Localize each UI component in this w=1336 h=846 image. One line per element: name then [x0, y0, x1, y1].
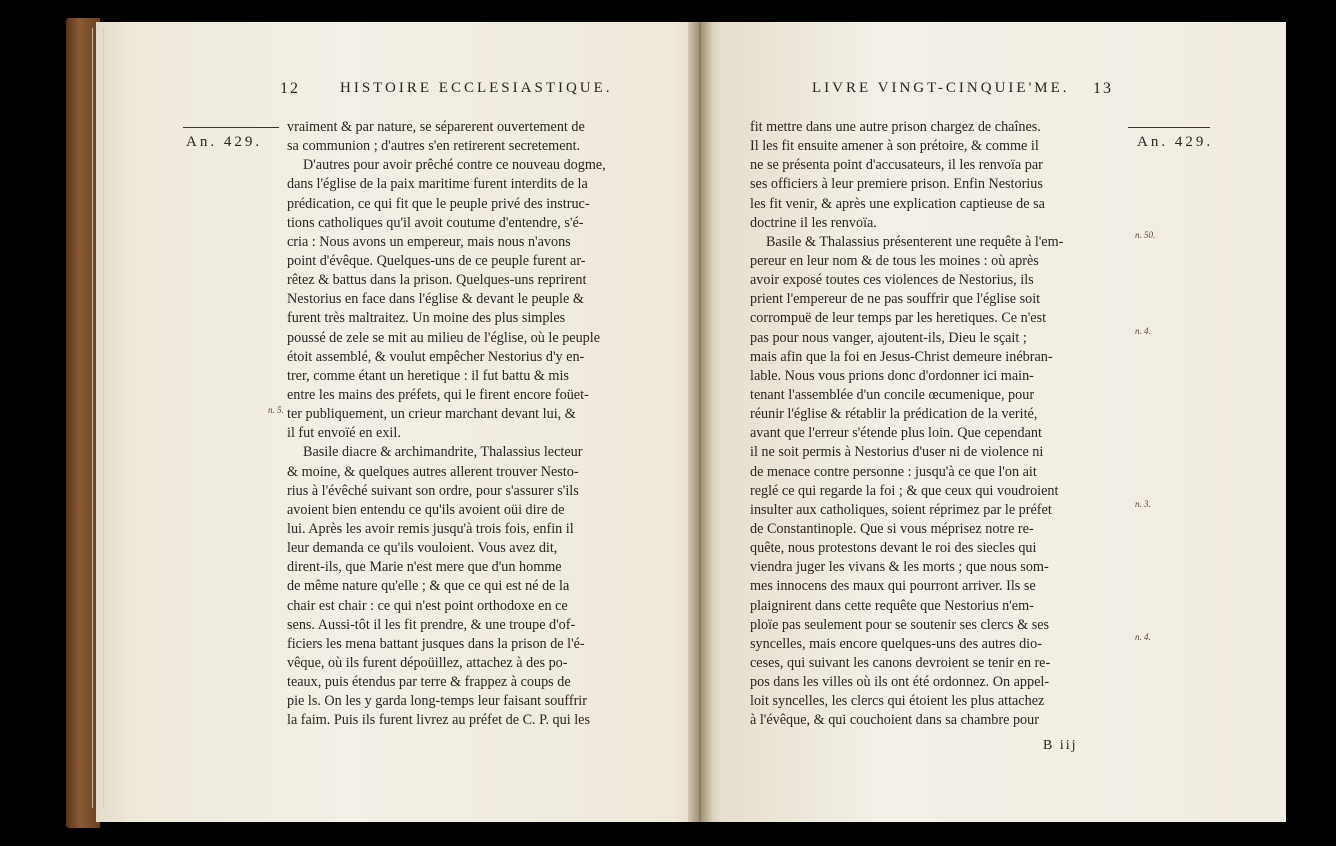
text-line: ploïe pas seulement pour se soutenir ses clercs & ses	[750, 616, 1050, 633]
text-line: chair est chair : ce qui n'est point orthodoxe en ce	[287, 597, 568, 614]
text-line: avoir exposé toutes ces violences de Nestorius, ils	[750, 272, 1034, 289]
right-page-number: 13	[1093, 80, 1113, 97]
text-line: entre les mains des préfets, qui le firent encore foüet-	[287, 386, 589, 403]
text-line: leur demanda ce qu'ils vouloient. Vous avez dit,	[287, 540, 558, 557]
text-line: ses officiers à leur premiere prison. Enfin Nestorius	[750, 176, 1043, 193]
text-line: corrompuë de leur temps par les heretiques. Ce n'est	[750, 310, 1047, 327]
text-line: dans l'église de la paix maritime furent interdits de la	[287, 176, 588, 193]
text-line: pos dans les villes où ils ont été ordonnez. On appel-	[750, 674, 1050, 691]
right-running-head: LIVRE VINGT-CINQUIE'ME.	[812, 80, 1070, 96]
text-line: mais afin que la foi en Jesus-Christ demeure inébran-	[750, 348, 1053, 365]
text-line: de même nature qu'elle ; & que ce qui est né de la	[287, 578, 570, 595]
text-line: ne se présenta point d'accusateurs, il les renvoïa par	[750, 157, 1043, 174]
left-margin-rule	[183, 127, 279, 128]
text-line: vêque, où ils furent dépoüillez, attachez à des po-	[287, 654, 568, 671]
text-line: de menace contre personne : jusqu'à ce que l'on ait	[750, 463, 1037, 480]
text-line: dirent-ils, que Marie n'est mere que d'un homme	[287, 559, 562, 576]
right-margin-note: n. 4.	[1135, 326, 1151, 336]
text-line: fit mettre dans une autre prison chargez de chaînes.	[750, 119, 1041, 135]
text-line: pereur en leur nom & de tous les moines : où après	[750, 252, 1039, 269]
right-margin-note: n. 4.	[1135, 632, 1151, 642]
left-margin-year: An. 429.	[186, 134, 263, 150]
left-page-body	[287, 118, 663, 731]
text-line: étoit assemblé, & voulut empêcher Nestorius d'y en-	[287, 348, 585, 365]
text-line: tions catholiques qu'il avoit coutume d'entendre, s'é-	[287, 214, 584, 231]
text-line: avant que l'erreur s'étende plus loin. Que cependant	[750, 425, 1042, 442]
text-line: quête, nous protestons devant le roi des siecles qui	[750, 540, 1037, 557]
text-line: rius à l'évêché suivant son ordre, pour s'assurer s'ils	[287, 482, 579, 499]
text-line: pie ls. On les y garda long-temps leur faisant souffrir	[287, 693, 587, 710]
text-line: tenant l'assemblée d'un concile œcumenique, pour	[750, 386, 1035, 403]
text-line: cria : Nous avons un empereur, mais nous n'avons	[287, 233, 571, 250]
text-line: mes innocens des maux qui pourront arriver. Ils se	[750, 578, 1036, 595]
book-gutter	[688, 22, 712, 822]
text-line: vraiment & par nature, se séparerent ouvertement de	[287, 119, 585, 135]
text-line: teaux, puis étendus par terre & frappez à coups de	[287, 674, 571, 691]
right-page-body	[750, 118, 1128, 731]
text-line: & moine, & quelques autres allerent trouver Nesto-	[287, 463, 579, 480]
text-line: lui. Après les avoir remis jusqu'à trois fois, enfin il	[287, 520, 574, 537]
text-line: avoient bien entendu ce qu'ils avoient oüi dire de	[287, 501, 565, 518]
left-margin-note: n. 5.	[268, 405, 284, 415]
text-line: poussé de zele se mit au milieu de l'église, où le peuple	[287, 329, 601, 346]
text-line: lable. Nous vous prions donc d'ordonner ici main-	[750, 367, 1034, 384]
text-line: prédication, ce qui fit que le peuple privé des instruc-	[287, 195, 590, 212]
text-line: Nestorius en face dans l'église & devant le peuple &	[287, 291, 584, 308]
text-line: Basile & Thalassius présenterent une requête à l'em-	[766, 233, 1064, 250]
text-line: il ne soit permis à Nestorius d'user ni de violence ni	[750, 444, 1044, 461]
text-line: reglé ce qui regarde la foi ; & que ceux qui voudroient	[750, 482, 1059, 499]
right-margin-year: An. 429.	[1137, 134, 1214, 150]
page-edges	[92, 28, 104, 808]
text-line: Il les fit ensuite amener à son prétoire, & comme il	[750, 138, 1039, 155]
text-line: Basile diacre & archimandrite, Thalassius lecteur	[303, 444, 583, 461]
text-line: prient l'empereur de ne pas souffrir que l'église soit	[750, 291, 1041, 308]
left-page-number: 12	[280, 80, 300, 97]
text-line: point d'évêque. Quelques-uns de ce peuple furent ar-	[287, 252, 586, 269]
text-line: ficiers les mena battant jusques dans la prison de l'é-	[287, 635, 585, 652]
text-line: insulter aux catholiques, soient réprimez par le préfet	[750, 501, 1052, 518]
text-line: rêtez & battus dans la prison. Quelques-uns reprirent	[287, 272, 587, 289]
text-line: sa communion ; d'autres s'en retirerent secretement.	[287, 138, 581, 155]
text-line: plaignirent dans cette requête que Nestorius n'em-	[750, 597, 1034, 614]
text-line: de Constantinople. Que si vous méprisez notre re-	[750, 520, 1034, 537]
right-margin-note: n. 50.	[1135, 230, 1156, 240]
text-line: sens. Aussi-tôt il les fit prendre, & une troupe d'of-	[287, 616, 576, 633]
text-line: doctrine il les renvoïa.	[750, 214, 877, 231]
text-line: furent très maltraitez. Un moine des plus simples	[287, 310, 566, 327]
text-line: ceses, qui suivant les canons devroient se tenir en re-	[750, 654, 1051, 671]
text-line: réunir l'église & rétablir la prédication de la verité,	[750, 406, 1038, 423]
text-line: les fit venir, & après une explication captieuse de sa	[750, 195, 1045, 212]
text-line: ter publiquement, un crieur marchant devant lui, &	[287, 406, 576, 423]
text-line: D'autres pour avoir prêché contre ce nouveau dogme,	[303, 157, 606, 174]
signature-mark: B iij	[1043, 738, 1078, 753]
text-line: pas pour nous vanger, ajoutent-ils, Dieu le sçait ;	[750, 329, 1027, 346]
right-margin-note: n. 3.	[1135, 499, 1151, 509]
text-line: la faim. Puis ils furent livrez au préfet de C. P. qui les	[287, 712, 590, 729]
right-margin-rule	[1128, 127, 1210, 128]
text-line: à l'évêque, & qui couchoient dans sa chambre pour	[750, 712, 1039, 729]
text-line: syncelles, mais encore quelques-uns des autres dio-	[750, 635, 1042, 652]
left-running-head: HISTOIRE ECCLESIASTIQUE.	[340, 80, 613, 96]
text-line: il fut envoïé en exil.	[287, 425, 401, 442]
text-line: trer, comme étant un heretique : il fut battu & mis	[287, 367, 569, 384]
text-line: viendra juger les vivans & les morts ; que nous som-	[750, 559, 1049, 576]
text-line: loit syncelles, les clercs qui étoient les plus attachez	[750, 693, 1045, 710]
